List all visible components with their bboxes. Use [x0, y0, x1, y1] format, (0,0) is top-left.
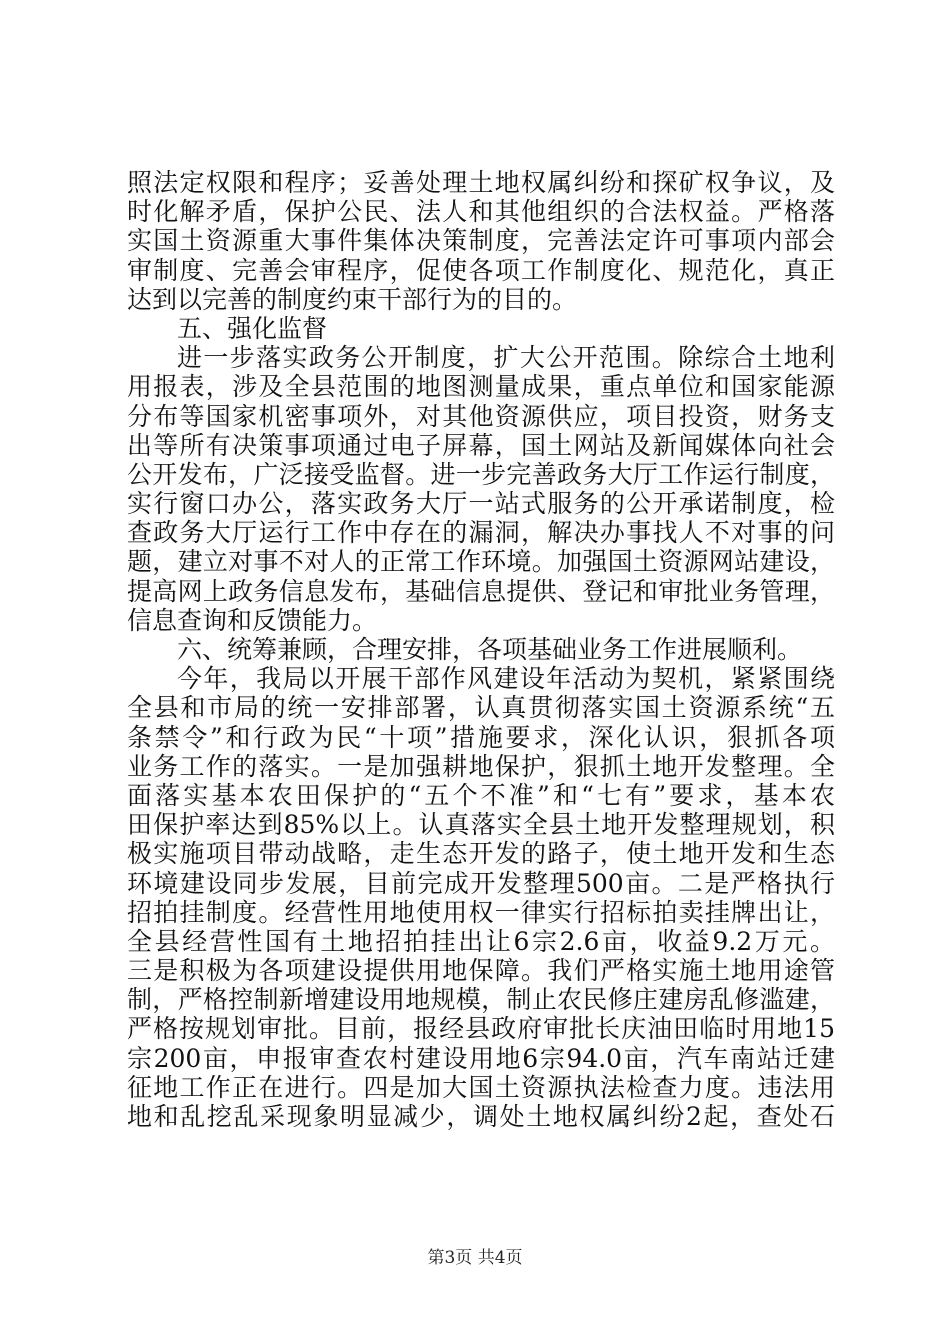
text-line: 极实施项目带动战略，走生态开发的路子，使土地开发和生态 [127, 839, 835, 869]
text-line: 田保护率达到85%以上。认真落实全县土地开发整理规划，积 [127, 810, 835, 840]
document-body [127, 168, 835, 1131]
text-line: 照法定权限和程序；妥善处理土地权属纠纷和探矿权争议，及 [127, 168, 835, 197]
text-line: 出等所有决策事项通过电子屏幕，国土网站及新闻媒体向社会 [127, 430, 835, 460]
text-line: 分布等国家机密事项外，对其他资源供应，项目投资，财务支 [127, 401, 835, 431]
text-line: 今年，我局以开展干部作风建设年活动为契机，紧紧围绕 [177, 664, 835, 694]
text-line: 进一步落实政务公开制度，扩大公开范围。除综合土地利 [177, 343, 835, 373]
text-line: 审制度、完善会审程序，促使各项工作制度化、规范化，真正 [127, 255, 835, 285]
text-line: 五、强化监督 [177, 313, 328, 343]
text-line: 环境建设同步发展，目前完成开发整理500亩。二是严格执行 [127, 868, 835, 898]
text-line: 题，建立对事不对人的正常工作环境。加强国土资源网站建设， [127, 547, 835, 577]
text-line: 实行窗口办公，落实政务大厅一站式服务的公开承诺制度，检 [127, 489, 835, 519]
text-line: 实国土资源重大事件集体决策制度，完善法定许可事项内部会 [127, 226, 835, 256]
text-line: 地和乱挖乱采现象明显减少，调处土地权属纠纷2起，查处石 [127, 1102, 835, 1131]
text-line: 三是积极为各项建设提供用地保障。我们严格实施土地用途管 [127, 956, 835, 986]
page-footer [0, 1248, 950, 1268]
text-line: 达到以完善的制度约束干部行为的目的。 [127, 284, 578, 314]
text-line: 条禁令”和行政为民“十项”措施要求，深化认识，狠抓各项 [127, 722, 835, 752]
text-line: 用报表，涉及全县范围的地图测量成果，重点单位和国家能源 [127, 372, 835, 402]
text-line: 全县经营性国有土地招拍挂出让6宗2.6亩，收益9.2万元。 [127, 926, 835, 956]
text-line: 严格按规划审批。目前，报经县政府审批长庆油田临时用地15 [127, 1014, 835, 1044]
text-line: 提高网上政务信息发布，基础信息提供、登记和审批业务管理， [127, 576, 835, 606]
text-line: 六、统筹兼顾，合理安排，各项基础业务工作进展顺利。 [177, 635, 803, 664]
text-line: 时化解矛盾，保护公民、法人和其他组织的合法权益。严格落 [127, 197, 835, 227]
text-line: 公开发布，广泛接受监督。进一步完善政务大厅工作运行制度， [127, 459, 835, 489]
text-line: 查政务大厅运行工作中存在的漏洞，解决办事找人不对事的问 [127, 518, 835, 548]
text-line: 业务工作的落实。一是加强耕地保护，狠抓土地开发整理。全 [127, 751, 835, 781]
text-line: 征地工作正在进行。四是加大国土资源执法检查力度。违法用 [127, 1072, 835, 1102]
text-line: 制，严格控制新增建设用地规模，制止农民修庄建房乱修滥建， [127, 985, 835, 1015]
page-number-label: 第3页 共4页 [427, 1248, 523, 1268]
text-line: 面落实基本农田保护的“五个不准”和“七有”要求，基本农 [127, 780, 835, 810]
text-line: 招拍挂制度。经营性用地使用权一律实行招标拍卖挂牌出让， [127, 897, 835, 927]
text-line: 信息查询和反馈能力。 [127, 605, 378, 635]
text-line: 宗200亩，申报审查农村建设用地6宗94.0亩，汽车南站迁建 [127, 1043, 835, 1073]
text-line: 全县和市局的统一安排部署，认真贯彻落实国土资源系统“五 [127, 693, 835, 723]
